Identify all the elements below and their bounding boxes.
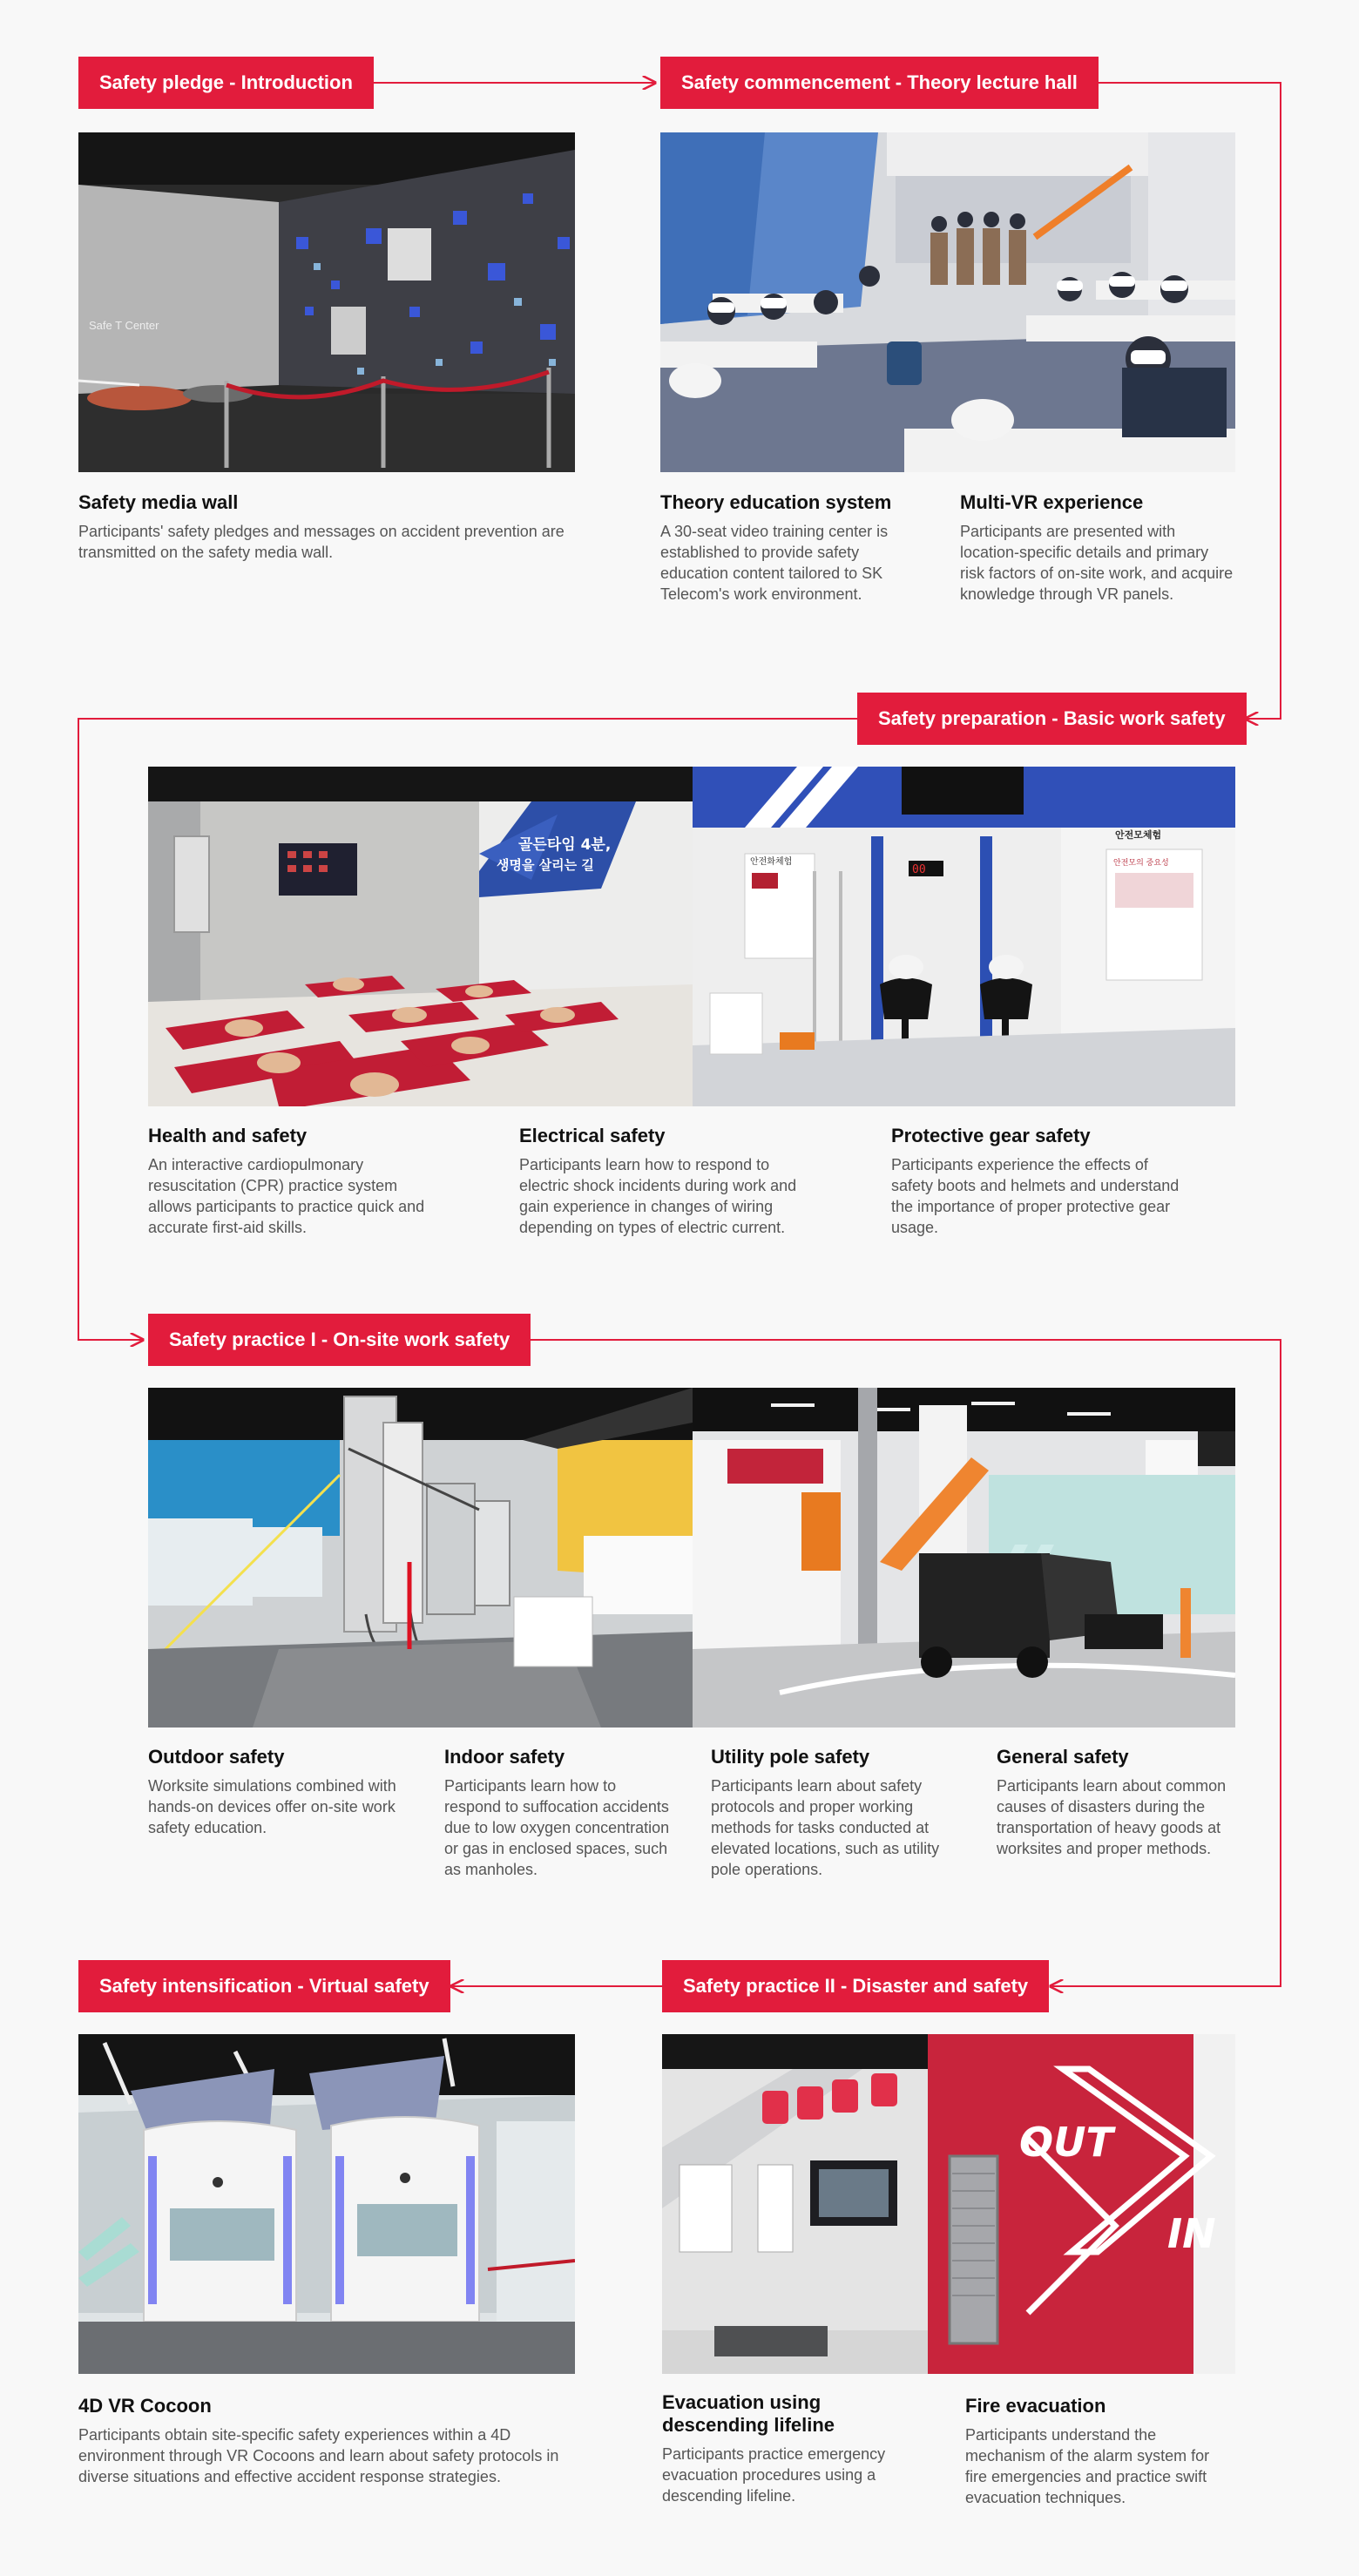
caption-4d-vr-cocoon bbox=[78, 2395, 575, 2487]
tag-safety-practice-1: Safety practice I - On-site work safety bbox=[148, 1314, 531, 1366]
tag-safety-practice-2: Safety practice II - Disaster and safety bbox=[662, 1960, 1049, 2012]
caption-title: General safety bbox=[997, 1746, 1129, 1768]
caption-outdoor-safety bbox=[148, 1746, 401, 1838]
caption-desc: Participants practice emergency evacuation procedures using a descending lifeline. bbox=[662, 2445, 886, 2505]
caption-desc: Participants learn how to respond to electric shock incidents during work and gain experience in changes of wiring depending on types of electric current. bbox=[519, 1156, 797, 1236]
caption-title: Fire evacuation bbox=[965, 2395, 1106, 2417]
caption-desc: Participants understand the mechanism of the alarm system for fire emergencies and practice swift evacuation techniques. bbox=[965, 2426, 1210, 2506]
caption-indoor-safety bbox=[444, 1746, 671, 1880]
digital-display-text: 00 bbox=[912, 863, 926, 876]
caption-title: 4D VR Cocoon bbox=[78, 2395, 212, 2417]
out-wall-text: OUT bbox=[1019, 2119, 1113, 2166]
caption-theory-education bbox=[660, 491, 922, 605]
media-wall-sign-text: Safe T Center bbox=[89, 319, 159, 332]
caption-desc: Worksite simulations combined with hands-on devices offer on-site work safety education. bbox=[148, 1777, 396, 1836]
photo-theory-lecture-hall bbox=[660, 132, 1235, 472]
caption-title: Electrical safety bbox=[519, 1125, 666, 1146]
caption-multi-vr bbox=[960, 491, 1235, 605]
photo-disaster-evacuation bbox=[662, 2034, 1235, 2374]
cpr-wall-text-line2: 생명을 살리는 길 bbox=[497, 857, 594, 873]
helmet-poster-title: 안전모체험 bbox=[1115, 829, 1162, 841]
tag-safety-pledge: Safety pledge - Introduction bbox=[78, 57, 374, 109]
caption-title: Health and safety bbox=[148, 1125, 308, 1146]
caption-desc: A 30-seat video training center is established to provide safety education content tailored to SK Telecom's work environment. bbox=[660, 523, 889, 603]
in-wall-text: IN bbox=[1167, 2210, 1216, 2257]
tag-safety-preparation: Safety preparation - Basic work safety bbox=[857, 693, 1247, 745]
caption-descending-lifeline bbox=[662, 2391, 915, 2506]
caption-desc: Participants learn how to respond to suffocation accidents due to low oxygen concentration or gas in enclosed spaces, such as manholes. bbox=[444, 1777, 670, 1878]
caption-desc: An interactive cardiopulmonary resuscitation (CPR) practice system allows participants to practice quick and accurate first-aid skills. bbox=[148, 1156, 425, 1236]
photo-utility-general-safety bbox=[693, 1388, 1235, 1727]
caption-general-safety bbox=[997, 1746, 1235, 1859]
helmet-poster-heading: 안전모의 중요성 bbox=[1113, 859, 1169, 868]
caption-title: Safety media wall bbox=[78, 491, 239, 513]
caption-electrical-safety bbox=[519, 1125, 807, 1238]
caption-safety-media-wall bbox=[78, 491, 575, 563]
caption-desc: Participants are presented with location-specific details and primary risk factors of on-site work, and acquire knowledge through VR panels. bbox=[960, 523, 1234, 603]
caption-protective-gear bbox=[891, 1125, 1187, 1238]
cpr-wall-text-line1: 골든타임 4분, bbox=[518, 836, 612, 854]
caption-title: Multi-VR experience bbox=[960, 491, 1144, 513]
tag-safety-commencement: Safety commencement - Theory lecture hall bbox=[660, 57, 1099, 109]
caption-title: Protective gear safety bbox=[891, 1125, 1091, 1146]
caption-desc: Participants learn about common causes of disasters during the transportation of heavy goods at worksites and proper methods. bbox=[997, 1777, 1227, 1857]
caption-utility-pole-safety bbox=[711, 1746, 955, 1880]
caption-title: Outdoor safety bbox=[148, 1746, 285, 1768]
shoe-poster-title: 안전화체험 bbox=[750, 857, 793, 867]
photo-4d-vr-cocoon bbox=[78, 2034, 575, 2374]
photo-safety-media-wall bbox=[78, 132, 575, 472]
caption-title: Indoor safety bbox=[444, 1746, 565, 1768]
caption-desc: Participants experience the effects of safety boots and helmets and understand the importance of proper protective gear usage. bbox=[891, 1156, 1180, 1236]
caption-title: Evacuation using descending lifeline bbox=[662, 2391, 835, 2436]
photo-health-cpr-room bbox=[148, 767, 693, 1106]
caption-title: Theory education system bbox=[660, 491, 892, 513]
caption-title: Utility pole safety bbox=[711, 1746, 870, 1768]
tag-safety-intensification: Safety intensification - Virtual safety bbox=[78, 1960, 450, 2012]
caption-fire-evacuation bbox=[965, 2395, 1227, 2508]
caption-health-safety bbox=[148, 1125, 427, 1238]
caption-desc: Participants obtain site-specific safety experiences within a 4D environment through VR Cocoons and learn about safety protocols in diverse situations and effective accident response strategies. bbox=[78, 2426, 559, 2485]
photo-outdoor-indoor-safety bbox=[148, 1388, 693, 1727]
photo-electrical-gear-room bbox=[693, 767, 1235, 1106]
caption-desc: Participants learn about safety protocols and proper working methods for tasks conducted at elevated locations, such as utility pole operations. bbox=[711, 1777, 940, 1878]
caption-desc: Participants' safety pledges and messages on accident prevention are transmitted on the safety media wall. bbox=[78, 523, 565, 561]
